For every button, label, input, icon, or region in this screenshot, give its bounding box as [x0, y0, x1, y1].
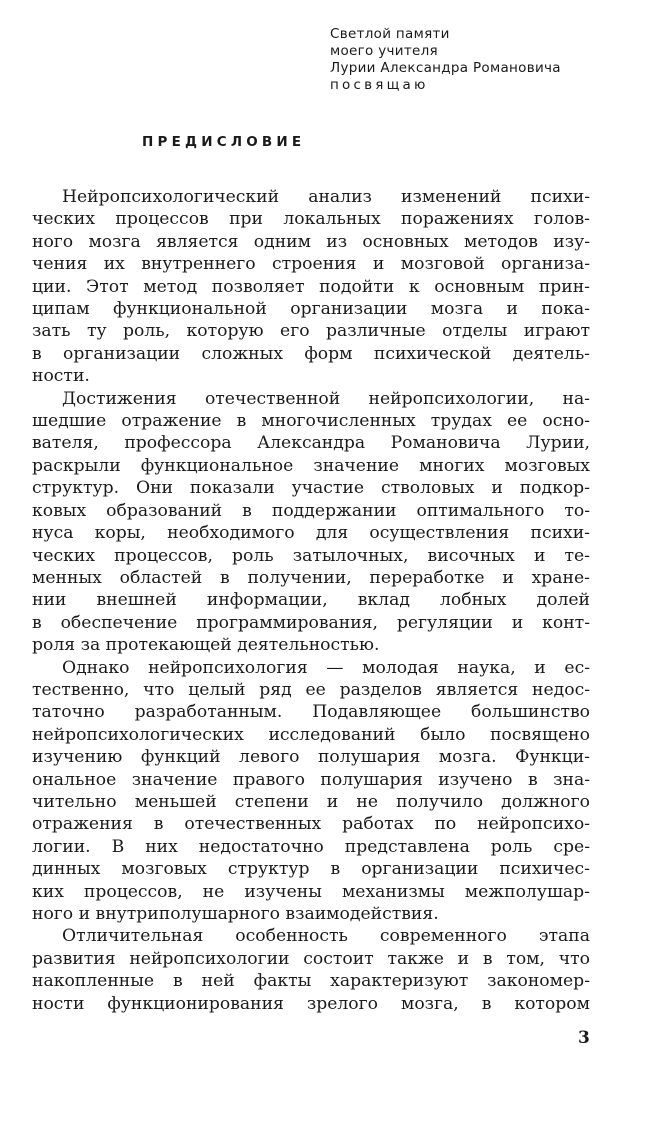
text-line: Отличительная особенность современного этапа [62, 926, 590, 947]
text-line: ции. Этот метод позволяет подойти к основным прин- [32, 276, 590, 297]
text-line: вателя, профессора Александра Романовича Лурии, [32, 433, 590, 454]
text-line: тественно, что целый ряд ее разделов является недос- [32, 679, 590, 700]
paragraph [32, 388, 590, 657]
text-line: Достижения отечественной нейропсихологии, на- [62, 388, 590, 409]
text-line: накопленные в ней факты характеризуют закономер- [32, 971, 590, 992]
text-line: ного мозга является одним из основных методов изу- [32, 231, 590, 252]
paragraph [32, 925, 590, 1015]
dedication-line: посвящаю [330, 77, 429, 93]
text-line: ности функционирования зрелого мозга, в котором [32, 993, 590, 1014]
dedication-line: Лурии Александра Романовича [330, 60, 561, 76]
section-heading: ПРЕДИСЛОВИЕ [142, 134, 306, 150]
text-line: отражения в отечественных работах по нейропсихо- [32, 814, 590, 835]
text-line: ческих процессов, роль затылочных, височных и те- [32, 545, 590, 566]
text-line: в обеспечение программирования, регуляции и конт- [32, 612, 590, 633]
text-line: логии. В них недостаточно представлена роль сре- [32, 836, 590, 857]
text-line: ковых образований в поддержании оптимального то- [32, 500, 590, 521]
body-text [32, 186, 590, 1015]
text-line: шедшие отражение в многочисленных трудах ее осно- [32, 411, 590, 432]
text-line: ческих процессов при локальных поражениях голов- [32, 209, 590, 230]
text-line: нии внешней информации, вклад лобных долей [32, 590, 590, 611]
text-line: роля за протекающей деятельностью. [32, 635, 380, 656]
text-line: чительно меньшей степени и не получило должного [32, 791, 590, 812]
text-line: Однако нейропсихология — молодая наука, и ес- [62, 657, 590, 678]
text-line: ципам функциональной организации мозга и пока- [32, 299, 590, 320]
text-line: структур. Они показали участие стволовых и подкор- [32, 478, 590, 499]
text-line: зать ту роль, которую его различные отделы играют [32, 321, 590, 342]
text-line: ких процессов, не изучены механизмы межполушар- [32, 881, 590, 902]
page-number: 3 [578, 1028, 590, 1048]
text-line: динных мозговых структур в организации психичес- [32, 859, 590, 880]
text-line: чения их внутреннего строения и мозговой организа- [32, 254, 590, 275]
dedication [330, 26, 561, 94]
text-line: ного и внутриполушарного взаимодействия. [32, 904, 439, 924]
text-line: ности. [32, 366, 90, 387]
paragraph [32, 186, 590, 388]
paragraph [32, 657, 590, 926]
text-line: Нейропсихологический анализ изменений психи- [62, 187, 590, 207]
dedication-line: Светлой памяти [330, 26, 450, 42]
text-line: ональное значение правого полушария изучено в зна- [32, 769, 590, 790]
text-line: таточно разработанным. Подавляющее большинство [32, 702, 590, 723]
text-line: нуса коры, необходимого для осуществления психи- [32, 523, 590, 544]
text-line: менных областей в получении, переработке и хране- [32, 567, 590, 588]
text-line: в организации сложных форм психической деятель- [32, 343, 590, 364]
dedication-line: моего учителя [330, 43, 438, 59]
text-line: развития нейропсихологии состоит также и в том, что [32, 948, 590, 969]
text-line: изучению функций левого полушария мозга. Функци- [32, 747, 590, 768]
text-line: раскрыли функциональное значение многих мозговых [32, 455, 590, 476]
text-line: нейропсихологических исследований было посвящено [32, 724, 590, 745]
